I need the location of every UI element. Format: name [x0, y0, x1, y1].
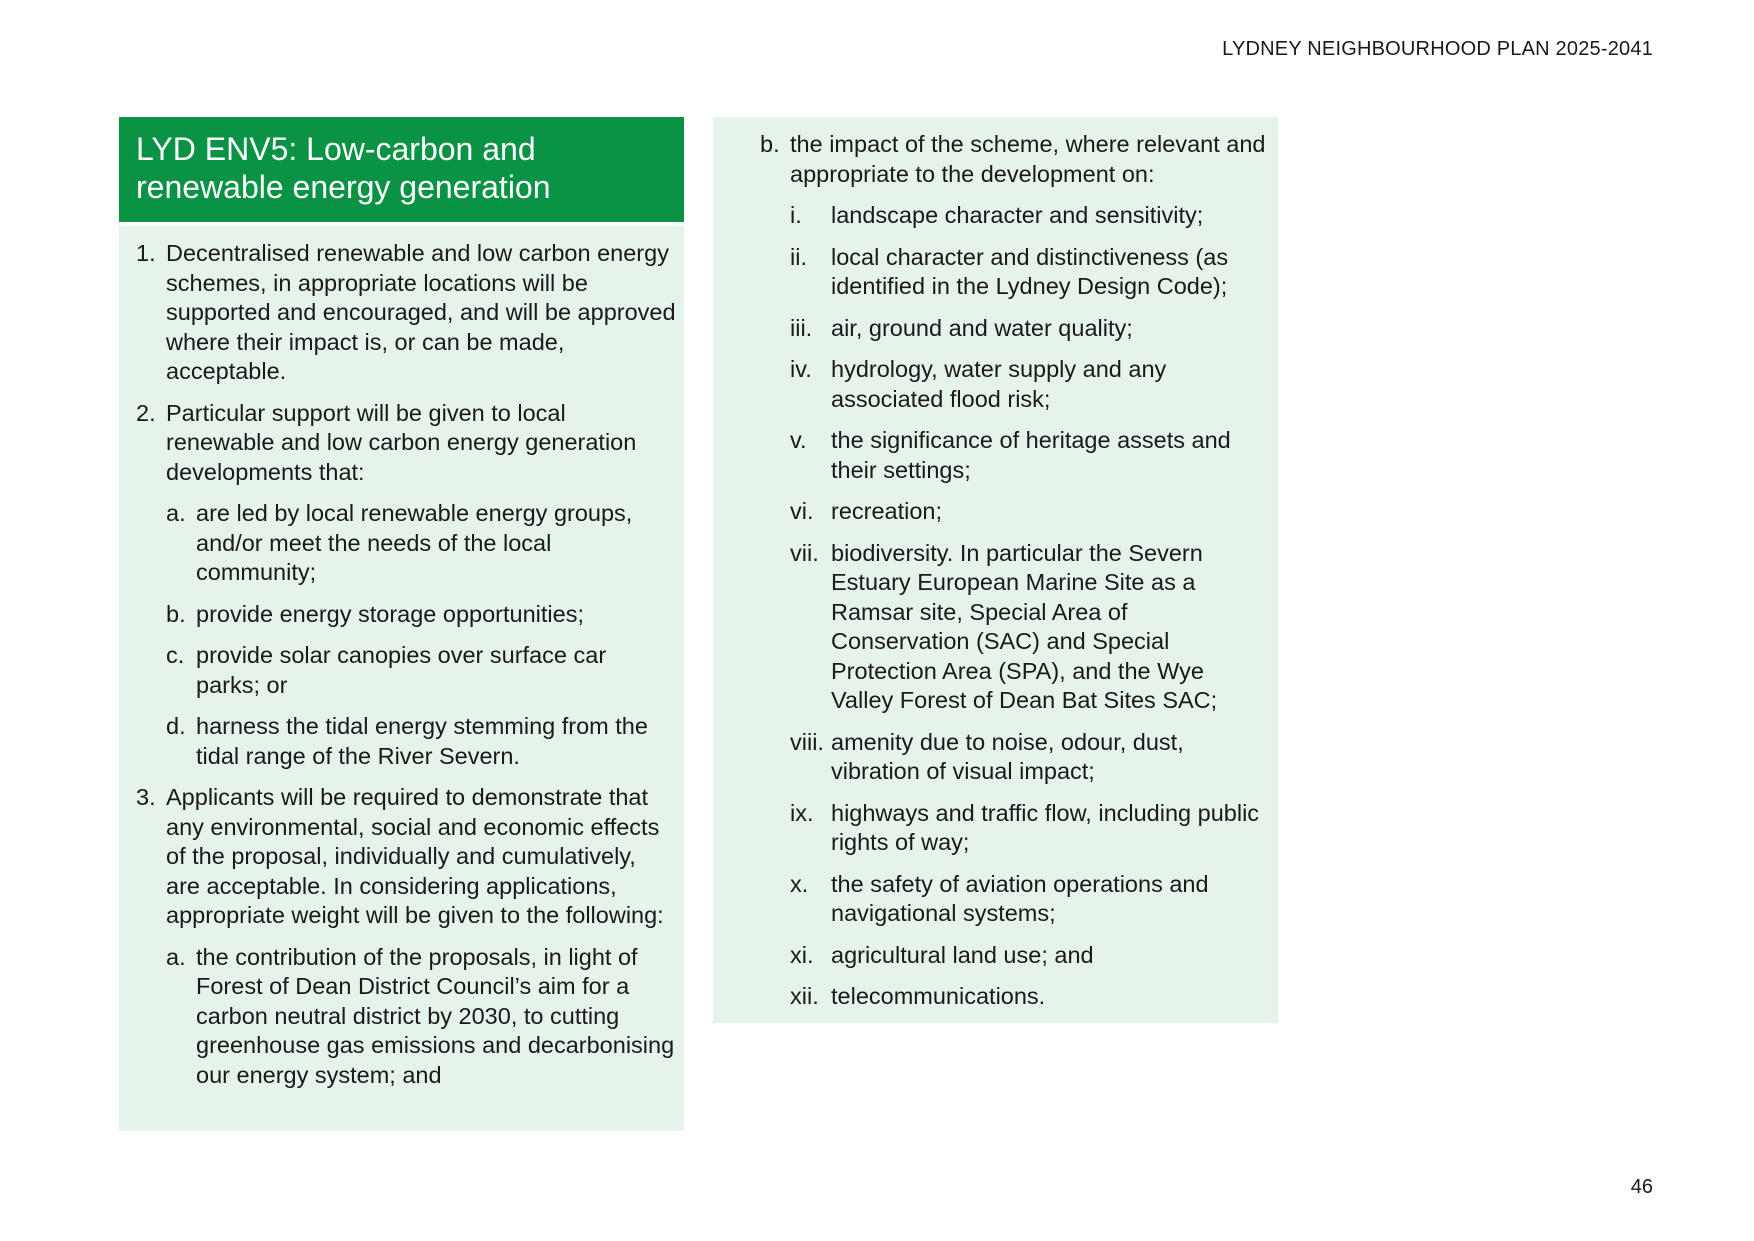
list-item-text: harness the tidal energy stemming from the tidal range of the River Severn. [196, 713, 648, 769]
policy-title: LYD ENV5: Low-carbon and renewable energy generation [136, 131, 551, 205]
list-item-text: biodiversity. In particular the Severn Estuary European Marine Site as a Ramsar site, Special Area of Conservation (SAC) and Special Protection Area (SPA), and the Wye Valley Forest of Dean Bat Sites SAC; [831, 539, 1218, 713]
list-item-text: the contribution of the proposals, in light of Forest of Dean District Council’s aim for a carbon neutral district by 2030, to cutting greenhouse gas emissions and decarbonising our energy system; and [196, 943, 675, 1088]
list-marker: ix. [790, 799, 814, 826]
list-item-text: the significance of heritage assets and their settings; [831, 427, 1231, 483]
list-item-text: Decentralised renewable and low carbon energy schemes, in appropriate locations will be supported and encouraged, and will be approved where their impact is, or can be made, acceptable. [166, 240, 676, 384]
policy-item-3b-vi [790, 497, 1270, 527]
policy-item-3b-iii [790, 314, 1270, 344]
list-item-text: local character and distinctiveness (as identified in the Lydney Design Code); [831, 243, 1229, 299]
list-marker: d. [166, 713, 186, 739]
list-marker: 1. [136, 240, 156, 266]
policy-item-2c [166, 641, 676, 700]
policy-item-3b-viii [790, 728, 1270, 787]
policy-panel-right [713, 117, 1278, 1023]
list-item-text: telecommunications. [831, 983, 1046, 1009]
list-marker: iv. [790, 356, 812, 382]
policy-item-3b-xi [790, 941, 1270, 971]
list-marker: xi. [790, 941, 814, 968]
policy-item-3 [136, 783, 676, 931]
page-number: 46 [1630, 1176, 1653, 1198]
list-marker: vi. [790, 498, 814, 524]
policy-item-3b-vii [790, 539, 1270, 716]
list-item-text: hydrology, water supply and any associated flood risk; [831, 356, 1167, 412]
policy-item-2d [166, 712, 676, 771]
policy-item-3a [166, 943, 676, 1091]
list-marker: 2. [136, 399, 156, 426]
list-marker: iii. [790, 314, 813, 341]
list-marker: b. [760, 131, 780, 157]
policy-item-2 [136, 399, 676, 488]
list-item-text: recreation; [831, 498, 943, 524]
policy-item-2b [166, 600, 676, 630]
policy-item-2a [166, 499, 676, 588]
list-marker: i. [790, 202, 802, 228]
list-marker: 3. [136, 784, 156, 810]
policy-item-3b [760, 130, 1270, 189]
policy-header-bar [119, 117, 684, 226]
list-item-text: Particular support will be given to local renewable and low carbon energy generation developments that: [166, 399, 637, 485]
policy-panel-left [119, 117, 684, 1131]
policy-item-3b-iv [790, 355, 1270, 414]
policy-body-left [136, 239, 676, 1102]
list-item-text: are led by local renewable energy groups, and/or meet the needs of the local community; [196, 500, 633, 585]
list-marker: x. [790, 870, 809, 897]
list-item-text: highways and traffic flow, including public rights of way; [831, 799, 1260, 855]
list-item-text: landscape character and sensitivity; [831, 202, 1204, 228]
list-item-text: agricultural land use; and [831, 941, 1094, 968]
policy-item-1 [136, 239, 676, 387]
list-marker: xii. [790, 983, 819, 1009]
policy-item-3b-x [790, 870, 1270, 929]
list-item-text: provide energy storage opportunities; [196, 600, 584, 627]
policy-item-3b-ii [790, 243, 1270, 302]
running-header: LYDNEY NEIGHBOURHOOD PLAN 2025-2041 [1222, 38, 1653, 60]
list-marker: ii. [790, 243, 807, 270]
list-marker: c. [166, 642, 185, 668]
list-item-text: Applicants will be required to demonstrate that any environmental, social and economic effects of the proposal, individually and cumulatively, are acceptable. In considering applications, appropriate weight will be given to the following: [166, 784, 664, 928]
policy-item-3b-i [790, 201, 1270, 231]
list-item-text: air, ground and water quality; [831, 314, 1133, 341]
list-marker: vii. [790, 539, 819, 566]
list-marker: v. [790, 427, 807, 453]
list-marker: a. [166, 943, 186, 970]
policy-item-3b-ix [790, 799, 1270, 858]
list-marker: a. [166, 500, 186, 526]
list-marker: b. [166, 600, 186, 627]
policy-item-3b-xii [790, 982, 1270, 1012]
policy-body-right [760, 130, 1270, 1024]
list-item-text: provide solar canopies over surface car parks; or [196, 642, 607, 698]
list-item-text: amenity due to noise, odour, dust, vibration of visual impact; [831, 728, 1184, 784]
list-item-text: the safety of aviation operations and navigational systems; [831, 870, 1209, 926]
list-marker: viii. [790, 728, 824, 755]
list-item-text: the impact of the scheme, where relevant and appropriate to the development on: [790, 131, 1266, 187]
policy-item-3b-v [790, 426, 1270, 485]
